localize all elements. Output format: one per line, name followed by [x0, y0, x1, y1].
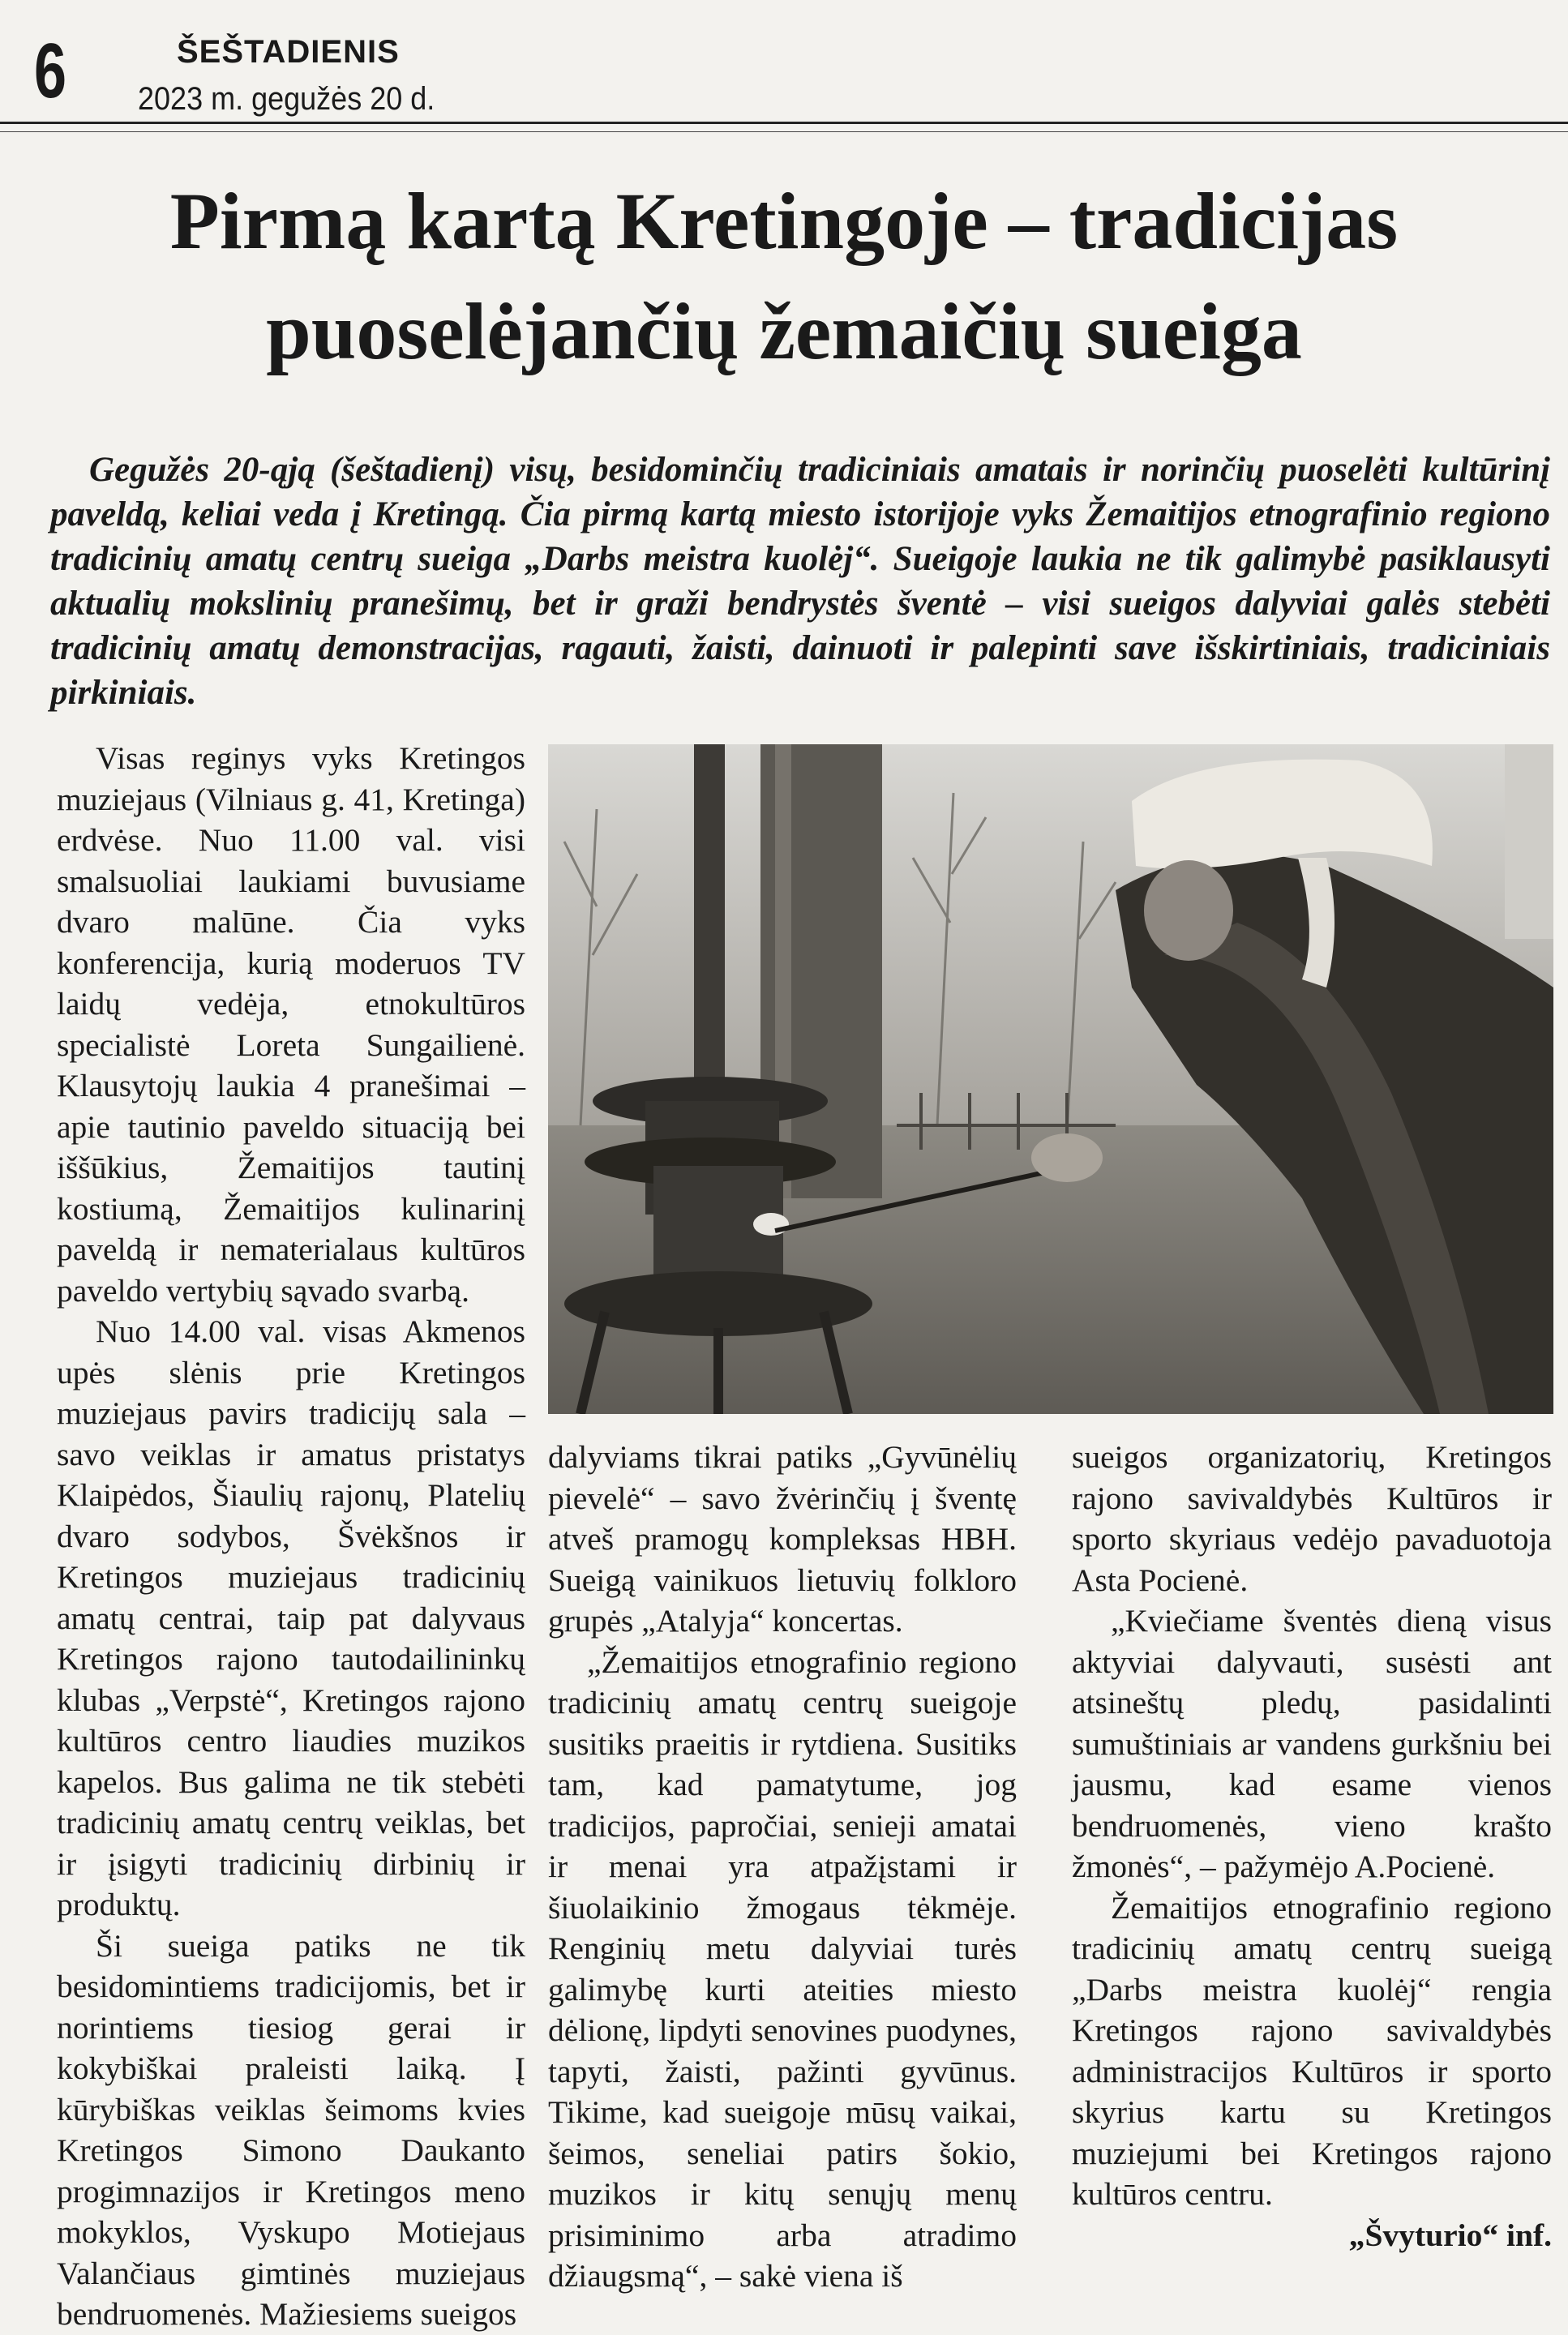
page-number: 6 — [34, 28, 67, 114]
issue-date: 2023 m. gegužės 20 d. — [138, 81, 435, 117]
quote-paragraph: „Kviečiame šventės dieną visus aktyviai dalyvauti, susėsti ant atsineštų pledų, pasidalinti sumuštiniais ar vandens gurkšniu bei jausmu, kad esame vienos bendruomenės, vieno krašto žmonės“, – pažymėjo A.Pocienė. — [1072, 1603, 1552, 1884]
article-lead: Gegužės 20-ąją (šeštadienį) visų, besidominčių tradiciniais amatais ir norinčių puoselėti kultūrinį paveldą, keliai veda į Kretingą. Čia pirmą kartą miesto istorijoje vyks Žemaitijos etnografinio regiono tradicinių amatų centrų sueiga „Darbs meistra kuolėj“. Sueigoje laukia ne tik galimybė pasiklausyti aktualių mokslinių pranešimų, bet ir graži bendrystės šventė – visi sueigos dalyviai galės stebėti tradicinių amatų demonstracijas, ragauti, žaisti, dainuoti ir palepinti save išskirtiniais, tradiciniais pirkiniais. — [50, 451, 1550, 712]
quote-paragraph: „Žemaitijos etnografinio regiono tradicinių amatų centrų sueigoje susitiks praeitis ir rytdiena. Susitiks tam, kad pamatytume, jog tradicijos, papročiai, senieji amatai ir menai yra atpažįstami ir šiuolaikinio žmogaus tėkmėje. Renginių metu dalyviai turės galimybę kurti ateities miesto dėlionę, lipdyti senovines puodynes, tapyti, žaisti, pažinti gyvūnus. Tikime, kad sueigoje mūsų vaikai, šeimos, seneliai patirs šokio, muzikos ir kitų senųjų menų prisiminimo arba atradimo džiaugsmą“, – sakė viena iš — [548, 1643, 1017, 2294]
article-photo — [548, 744, 1553, 1414]
column-2 — [548, 1437, 1017, 2297]
paragraph: Žemaitijos etnografinio regiono tradicinių amatų centrų sueigą „Darbs meistra kuolėj“ rengia Kretingos rajono savivaldybės administracijos Kultūros ir sporto skyrius kartu su Kretingos muziejumi bei Kretingos rajono kultūros centru. — [1072, 1889, 1552, 2212]
header-rule-thin — [0, 131, 1568, 132]
column-1 — [57, 738, 525, 2335]
paragraph: Visas reginys vyks Kretingos muziejaus (Vilniaus g. 41, Kretinga) erdvėse. Nuo 11.00 val. visi smalsuoliai laukiami buvusiame dvaro malūne. Čia vyks konferencija, kurią moderuos TV laidų vedėja, etnokultūros specialistė Loreta Sungailienė. Klausytojų laukia 4 pranešimai – apie tautinio paveldo situaciją bei iššūkius, Žemaitijos tautinį kostiumą, Žemaitijos kulinarinį paveldą ir nematerialaus kultūros paveldo vertybių sąvado svarbą. — [57, 740, 525, 1309]
article-credit: „Švyturio“ inf. — [1348, 2217, 1552, 2253]
headline-line-2: puoselėjančių žemaičių sueiga — [266, 286, 1302, 376]
paragraph: Ši sueiga patiks ne tik besidomintiems tradicijomis, bet ir norintiems tiesiog gerai ir kokybiškai praleisti laiką. Į kūrybiškas veiklas šeimoms kvies Kretingos Simono Daukanto progimnazijos ir Kretingos meno mokyklos, Vyskupo Motiejaus Valančiaus gimtinės muziejaus bendruomenės. Mažiesiems sueigos — [57, 1927, 525, 2332]
headline-line-1: Pirmą kartą Kretingoje – tradicijas — [169, 176, 1399, 266]
column-3 — [1072, 1437, 1552, 2256]
paragraph: dalyviams tikrai patiks „Gyvūnėlių pievelė“ – savo žvėrinčių į šventę atveš pramogų kompleksas HBH. Sueigą vainikuos lietuvių folkloro grupės „Atalyja“ koncertas. — [548, 1439, 1017, 1639]
paragraph: Nuo 14.00 val. visas Akmenos upės slėnis prie Kretingos muziejaus pavirs tradicijų sala – savo veiklas ir amatus pristatys Klaipėdos, Šiaulių rajonų, Platelių dvaro sodybos, Švėkšnos ir Kretingos muziejaus tradicinių amatų centrai, taip pat dalyvaus Kretingos rajono tautodailininkų klubas „Verpstė“, Kretingos rajono kultūros centro liaudies muzikos kapelos. Bus galima ne tik stebėti tradicinių amatų centrų veiklas, bet ir įsigyti tradicinių dirbinių ir produktų. — [57, 1313, 525, 1922]
header-rule — [0, 122, 1568, 124]
issue-day: ŠEŠTADIENIS — [177, 34, 400, 70]
article-headline — [32, 166, 1536, 387]
paragraph: sueigos organizatorių, Kretingos rajono savivaldybės Kultūros ir sporto skyriaus vedėjo pavaduotoja Asta Pocienė. — [1072, 1439, 1552, 1598]
